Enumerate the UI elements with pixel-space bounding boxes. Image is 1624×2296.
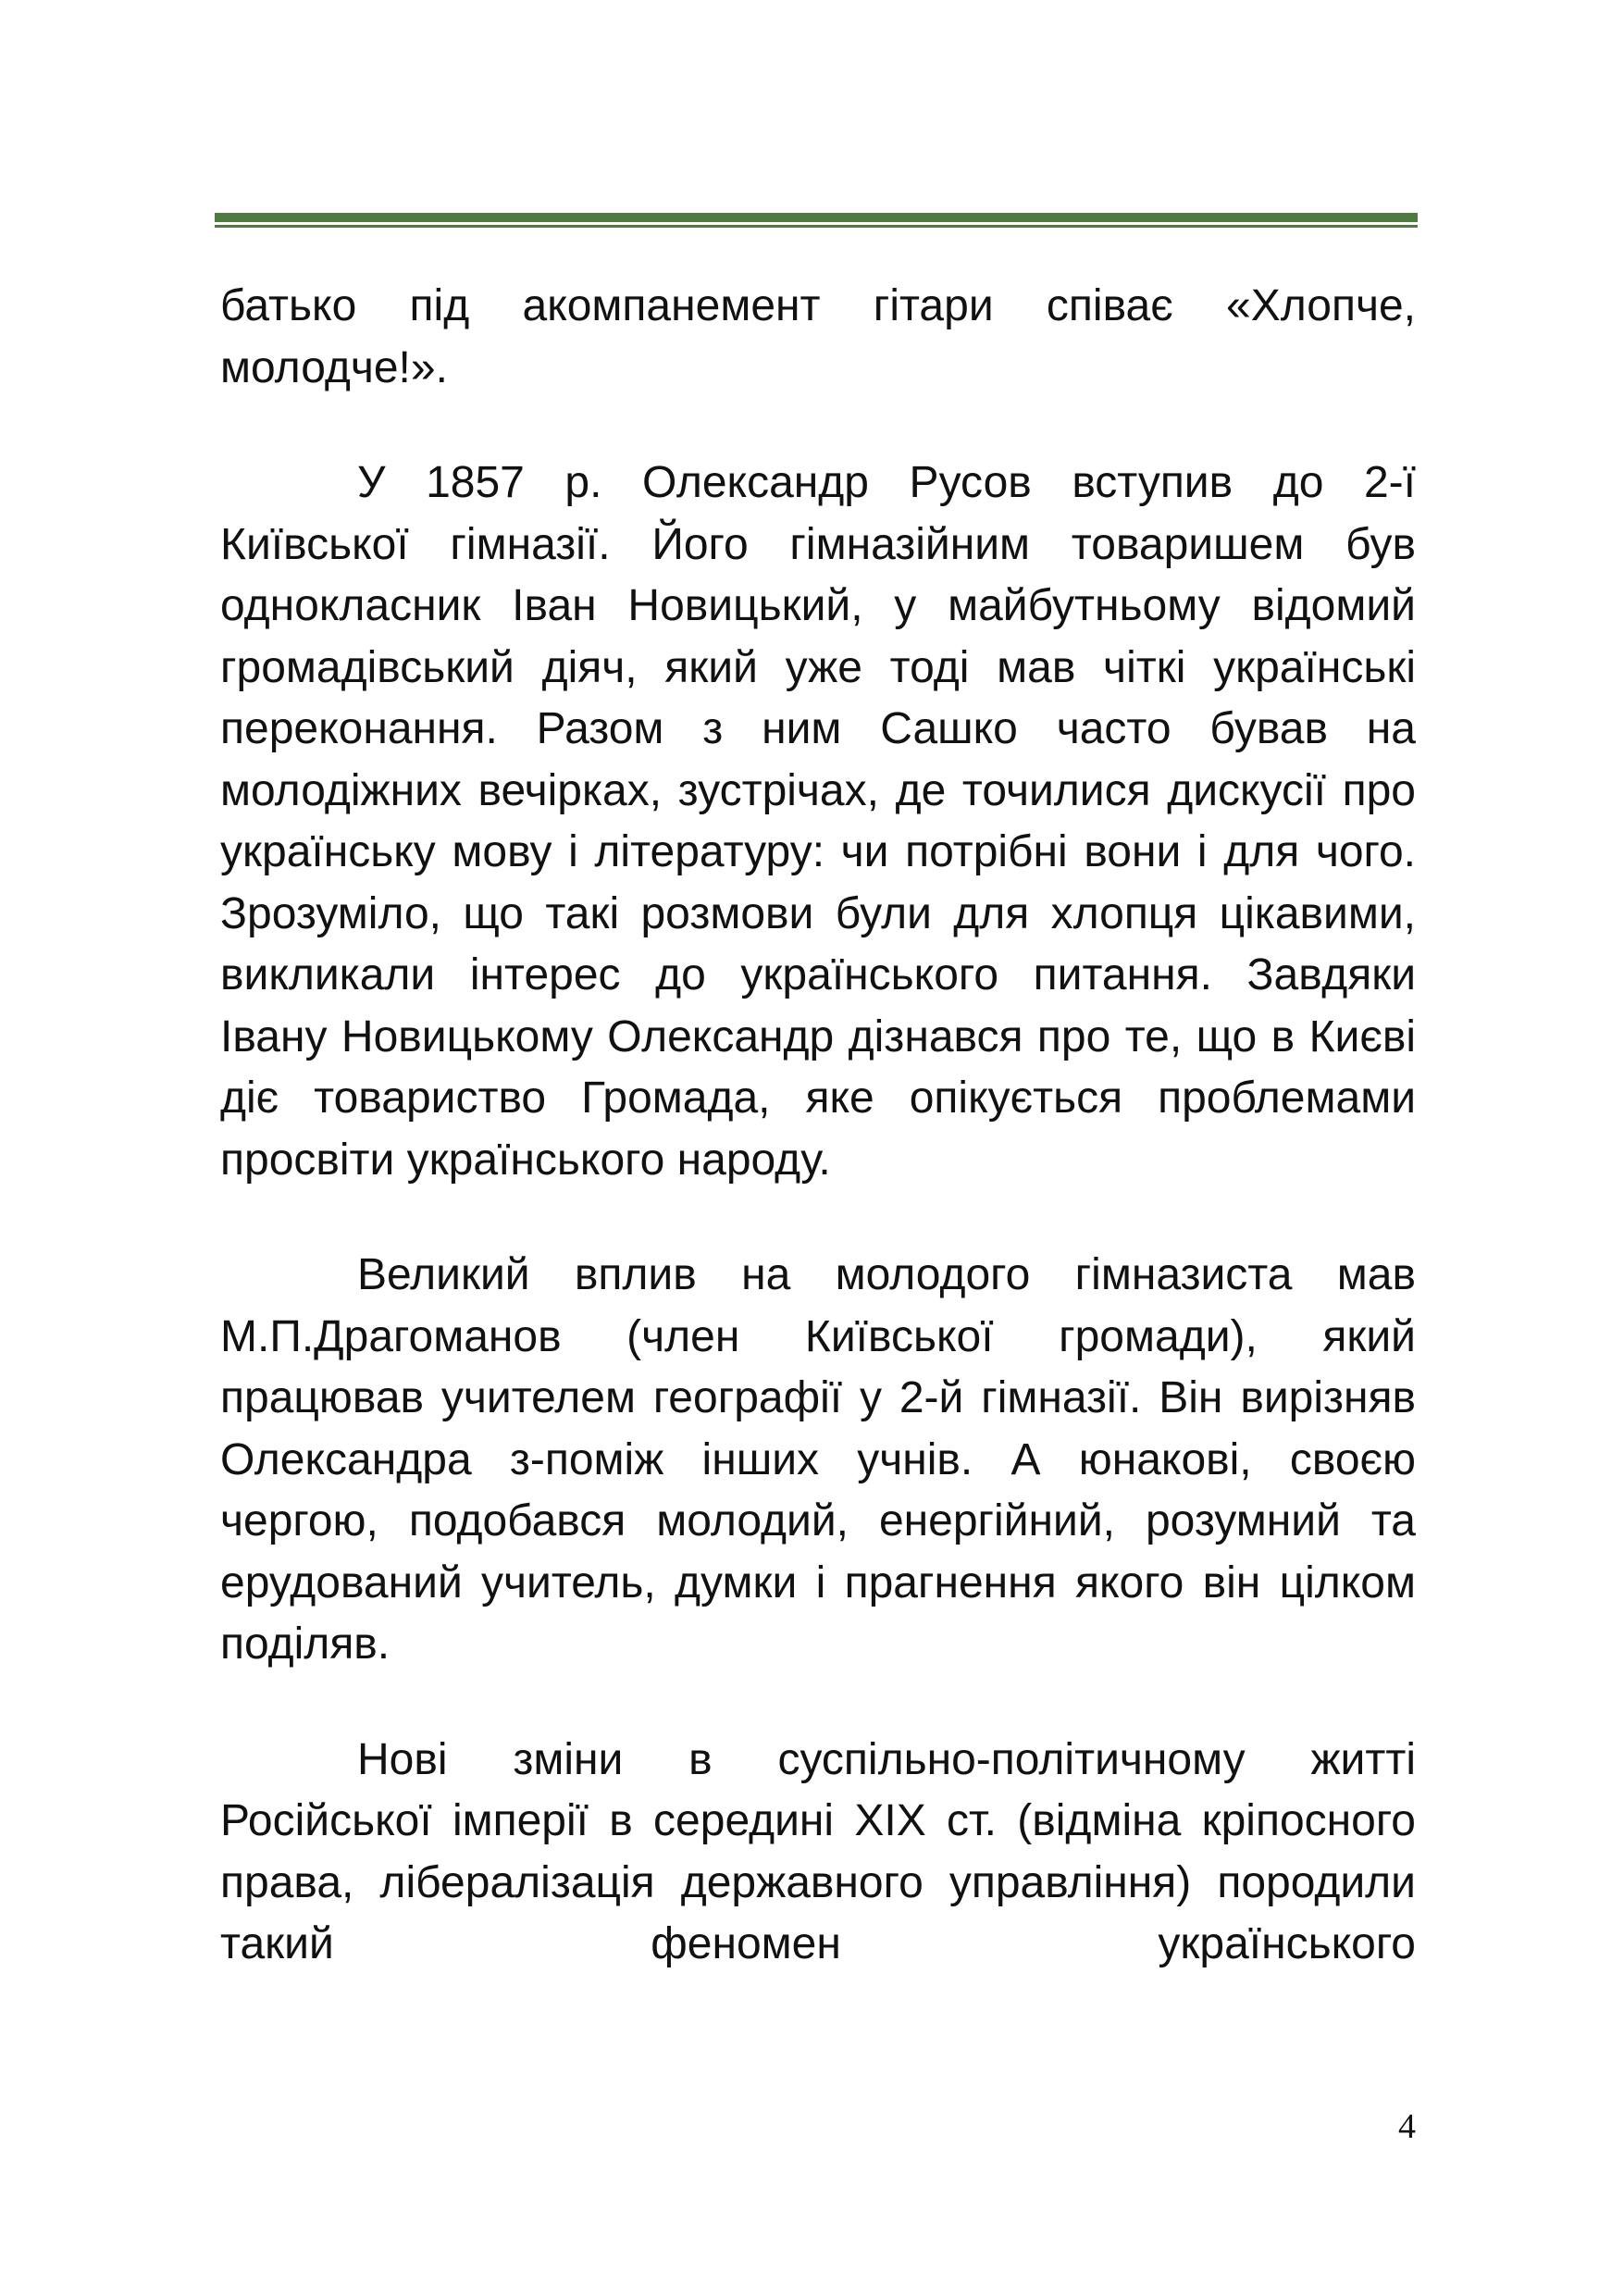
page-number: 4 — [1398, 2107, 1416, 2146]
header-rule-thin-line — [215, 225, 1418, 228]
paragraph-rusov-gymnasium: У 1857 р. Олександр Русов вступив до 2-ї Київської гімназії. Його гімназійним товаришем був однокласник Іван Новицький, у майбутньому відомий громадівський діяч, який уже тоді мав чіткі українські переконання. Разом з ним Сашко часто бував на молодіжних вечірках, зустрічах, де точилися дискусії про українську мову і літературу: чи потрібні вони і для чого. Зрозуміло, що такі розмови були для хлопця цікавими, викликали інтерес до українського питання. Завдяки Івану Новицькому Олександр дізнався про те, що в Києві діє товариство Громада, яке опікується проблемами просвіти українського народу. — [220, 458, 1416, 1185]
header-rule — [215, 213, 1418, 229]
header-rule-thick-line — [215, 213, 1418, 222]
paragraph-reforms: Нові зміни в суспільно-політичному житті Російської імперії в середині XIX ст. (відміна кріпосного права, лібералізація державного управління) породили такий феномен українського — [220, 1734, 1416, 1968]
paragraph-continuation: батько під акомпанемент гітари співає «Хлопче, молодче!». — [220, 281, 1416, 392]
page-body — [220, 276, 1416, 1976]
paragraph-drahomanov: Великий вплив на молодого гімназиста мав М.П.Драгоманов (член Київської громади), який працював учителем географії у 2-й гімназії. Він вирізняв Олександра з-поміж інших учнів. А юнакові, своєю чергою, подобався молодий, енергійний, розумний та ерудований учитель, думки і прагнення якого він цілком поділяв. — [220, 1250, 1416, 1669]
